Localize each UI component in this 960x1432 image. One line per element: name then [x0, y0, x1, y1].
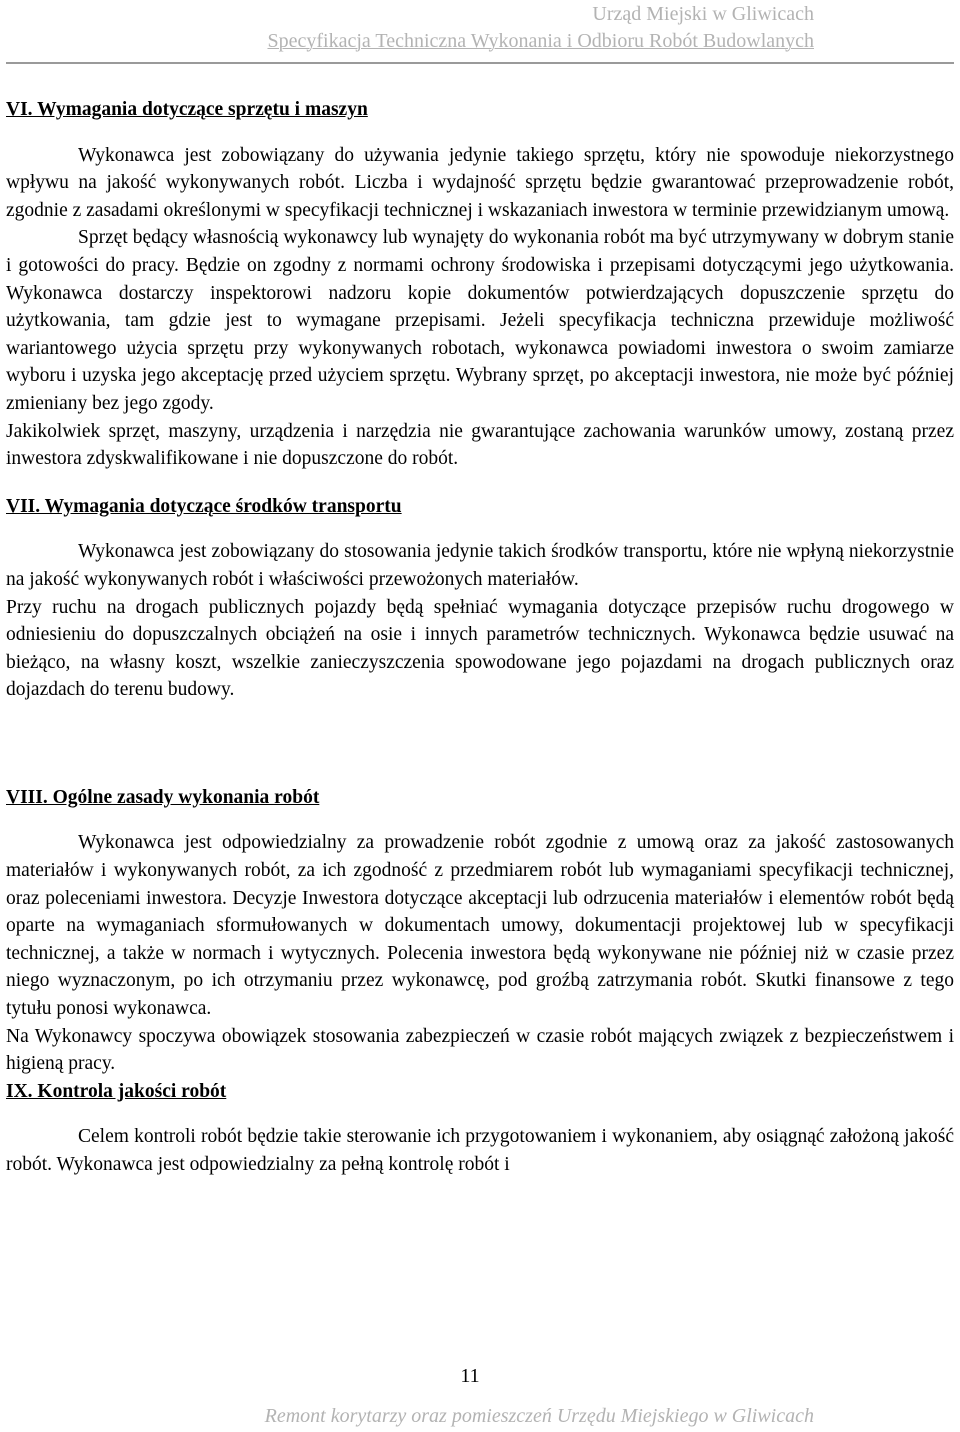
section-9-heading: IX. Kontrola jakości robót [6, 1080, 227, 1102]
spacer [6, 473, 954, 493]
section-6-heading: VI. Wymagania dotyczące sprzętu i maszyn [6, 99, 368, 120]
section-6-paragraph-3: Jakikolwiek sprzęt, maszyny, urządzenia i narzędzia nie gwarantujące zachowania warunków umowy, zostaną przez inwestora zdyskwalifikowane i nie dopuszczone do robót. [6, 420, 954, 470]
section-7-paragraph-1: Wykonawca jest zobowiązany do stosowania jedynie takich środków transportu, które nie wpłyną niekorzystnie na jakość wykonywanych robót i właściwości przewożonych materiałów. [6, 541, 954, 590]
spacer [6, 1105, 954, 1123]
section-6-paragraph-1: Wykonawca jest zobowiązany do używania jedynie takiego sprzętu, który nie spowoduje niekorzystnego wpływu na jakość wykonywanych robót. Liczba i wydajność sprzętu będzie gwarantować przeprowadzenie robót, zgodnie z zasadami określonymi w specyfikacji technicznej i wskazaniach inwestora w terminie przewidzianym umową. [6, 144, 954, 221]
spacer [6, 704, 954, 784]
section-7-heading: VII. Wymagania dotyczące środków transportu [6, 495, 402, 517]
page-number: 11 [460, 1365, 480, 1387]
spacer [6, 811, 954, 829]
footer-text: Remont korytarzy oraz pomieszczeń Urzędu Miejskiego w Gliwicach [264, 1405, 814, 1427]
section-8-paragraph-1: Wykonawca jest odpowiedzialny za prowadzenie robót zgodnie z umową oraz za jakość zastosowanych materiałów i wykonywanych robót, za ich zgodność z przedmiarem robót lub wymaganiami specyfikacji technicznej, oraz poleceniami inwestora. Decyzje Inwestora dotyczące akceptacji lub odrzucenia materiałów i elementów robót będą oparte na wymaganiach sformułowanych w dokumentach umowy, dokumentacji projektowej lub w specyfikacji technicznej, a także w normach i wytycznych. Polecenia inwestora będą wykonywane nie później niż w czasie przez niego wyznaczonym, po ich otrzymaniu przez wykonawcę, pod groźbą zatrzymania robót. Skutki finansowe z tego tytułu ponosi wykonawca. [6, 832, 954, 1020]
section-9-paragraph-1: Celem kontroli robót będzie takie sterowanie ich przygotowaniem i wykonaniem, aby osiągnąć założoną jakość robót. Wykonawca jest odpowiedzialny za pełną kontrolę robót i [6, 1126, 954, 1175]
header-subtitle: Specyfikacja Techniczna Wykonania i Odbioru Robót Budowlanych [267, 30, 814, 52]
document-body [6, 96, 954, 1179]
header-divider [6, 62, 954, 64]
section-8-heading: VIII. Ogólne zasady wykonania robót [6, 786, 320, 808]
section-7-paragraph-2: Przy ruchu na drogach publicznych pojazdy będą spełniać wymagania dotyczące przepisów ruchu drogowego w odniesieniu do dopuszczalnych obciążeń na osie i innych parametrów technicznych. Wykonawca będzie usuwać na bieżąco, na własny koszt, wszelkie zanieczyszczenia spowodowane jego pojazdami na drogach publicznych oraz dojazdach do terenu budowy. [6, 596, 954, 701]
section-6-paragraph-2: Sprzęt będący własnością wykonawcy lub wynajęty do wykonania robót ma być utrzymywany w dobrym stanie i gotowości do pracy. Będzie on zgodny z normami ochrony środowiska i przepisami dotyczącymi jego użytkowania. Wykonawca dostarczy inspektorowi nadzoru kopie dokumentów potwierdzających dopuszczenie sprzętu do użytkowania, tam gdzie jest to wymagane przepisami. Jeżeli specyfikacja techniczna przewiduje możliwość wariantowego użycia sprzętu przy wykonywanych robotach, wykonawca powiadomi inwestora o swoim zamiarze wyboru i uzyska jego akceptację przed użyciem sprzętu. Wybrany sprzęt, po akceptacji inwestora, nie może być później zmieniany bez jego zgody. [6, 227, 954, 414]
spacer [6, 124, 954, 142]
section-8-paragraph-2: Na Wykonawcy spoczywa obowiązek stosowania zabezpieczeń w czasie robót mających związek z bezpieczeństwem i higieną pracy. [6, 1025, 954, 1075]
header-title: Urząd Miejski w Gliwicach [592, 3, 814, 25]
spacer [6, 520, 954, 538]
